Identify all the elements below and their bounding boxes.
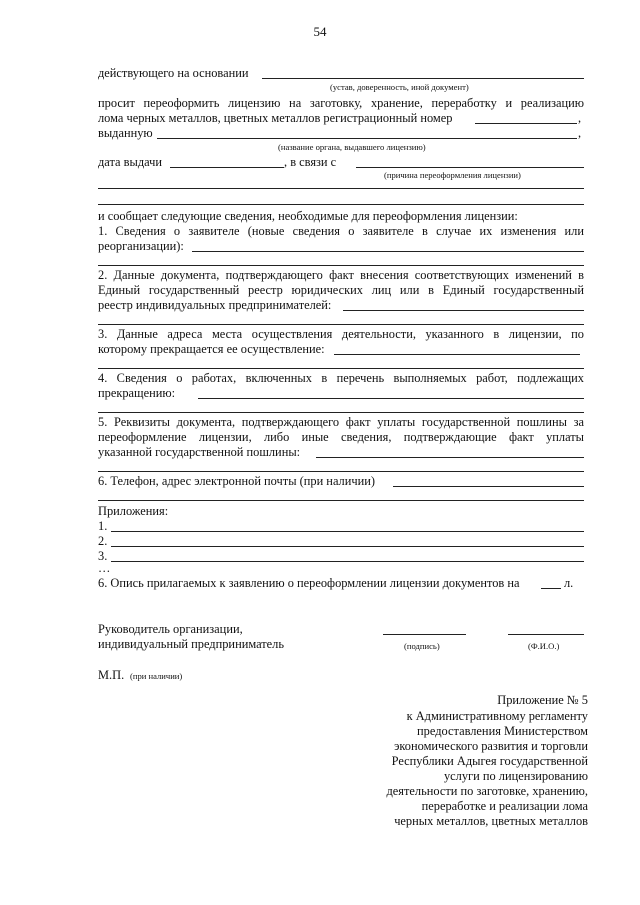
- section-4-extra-line[interactable]: [98, 412, 584, 413]
- section-4-line-1: 4. Сведения о работах, включенных в перечень выполняемых работ, подлежащих: [98, 371, 584, 385]
- section-6-contacts-label: 6. Телефон, адрес электронной почты (при наличии): [98, 474, 375, 488]
- issue-date-label: дата выдачи: [98, 155, 162, 169]
- appendix-line-6: услуги по лицензированию: [443, 769, 588, 783]
- section-2-line-3: реестр индивидуальных предпринимателей:: [98, 298, 332, 312]
- issue-date-field-line[interactable]: [170, 167, 284, 168]
- inventory-pages-field-line[interactable]: [541, 588, 561, 589]
- section-5-line-3: указанной государственной пошлины:: [98, 445, 301, 459]
- reason-extra-line-2[interactable]: [98, 204, 584, 205]
- section-2-field-line[interactable]: [343, 310, 584, 311]
- comma-1: ,: [578, 111, 582, 125]
- request-line-1: просит переоформить лицензию на заготовку, хранение, переработку и реализацию: [98, 96, 584, 110]
- appendix-line-3: предоставления Министерством: [417, 724, 588, 738]
- issuer-field-line[interactable]: [157, 138, 577, 139]
- section-4-line-2: прекращению:: [98, 386, 176, 400]
- attachment-1-label: 1.: [98, 519, 108, 533]
- attachment-3-label: 3.: [98, 549, 108, 563]
- issuer-hint: (название органа, выдавшего лицензию): [278, 142, 426, 152]
- attachment-2-field-line[interactable]: [111, 546, 584, 547]
- fio-field-line[interactable]: [508, 634, 584, 635]
- section-2-line-2: Единый государственный реестр юридических лиц или в Единый государственный: [98, 283, 584, 297]
- section-5-extra-line[interactable]: [98, 471, 584, 472]
- section-1-line-1: 1. Сведения о заявителе (новые сведения о заявителе в случае их изменения или: [98, 224, 584, 238]
- section-1-field-line[interactable]: [192, 251, 584, 252]
- section-2-extra-line[interactable]: [98, 324, 584, 325]
- attachment-3-field-line[interactable]: [111, 561, 584, 562]
- signatory-line-1: Руководитель организации,: [98, 622, 243, 636]
- section-3-line-2: которому прекращается ее осуществление:: [98, 342, 325, 356]
- section-2-line-1: 2. Данные документа, подтверждающего факт внесения соответствующих изменений в: [98, 268, 584, 282]
- issued-label: выданную: [98, 126, 153, 140]
- attachments-title: Приложения:: [98, 504, 169, 518]
- section-3-field-line[interactable]: [334, 354, 580, 355]
- appendix-line-2: к Административному регламенту: [406, 709, 588, 723]
- appendix-line-4: экономического развития и торговли: [394, 739, 588, 753]
- contacts-field-line[interactable]: [393, 486, 584, 487]
- contacts-extra-line[interactable]: [98, 500, 584, 501]
- section-3-extra-line[interactable]: [98, 368, 584, 369]
- signatory-line-2: индивидуальный предприниматель: [98, 637, 285, 651]
- signature-field-line[interactable]: [383, 634, 466, 635]
- fio-hint: (Ф.И.О.): [528, 641, 560, 651]
- due-to-label: , в связи с: [284, 155, 337, 169]
- section-5-line-2: переоформление лицензии, либо иные сведения, подтверждающие факт уплаты: [98, 430, 584, 444]
- basis-label: действующего на основании: [98, 66, 249, 80]
- request-line-2: лома черных металлов, цветных металлов регистрационный номер: [98, 111, 453, 125]
- appendix-line-7: деятельности по заготовке, хранению,: [386, 784, 588, 798]
- appendix-line-5: Республики Адыгея государственной: [391, 754, 588, 768]
- section-1-extra-line[interactable]: [98, 265, 584, 266]
- reason-hint: (причина переоформления лицензии): [384, 170, 521, 180]
- inventory-label: 6. Опись прилагаемых к заявлению о переоформлении лицензии документов на: [98, 576, 520, 590]
- stamp-label: М.П.: [98, 668, 125, 682]
- section-4-field-line[interactable]: [198, 398, 584, 399]
- attachment-2-label: 2.: [98, 534, 108, 548]
- comma-2: ,: [578, 126, 582, 140]
- attachments-ellipsis: …: [98, 561, 111, 575]
- intro-text: и сообщает следующие сведения, необходимые для переоформления лицензии:: [98, 209, 518, 223]
- attachment-1-field-line[interactable]: [111, 531, 584, 532]
- reason-field-line[interactable]: [356, 167, 584, 168]
- signature-hint: (подпись): [404, 641, 440, 651]
- basis-hint: (устав, доверенность, иной документ): [330, 82, 469, 92]
- reason-extra-line-1[interactable]: [98, 188, 584, 189]
- appendix-line-8: переработке и реализации лома: [421, 799, 588, 813]
- section-1-line-2: реорганизации):: [98, 239, 184, 253]
- page-number: 54: [313, 24, 327, 39]
- appendix-line-9: черных металлов, цветных металлов: [394, 814, 588, 828]
- basis-field-line[interactable]: [262, 78, 584, 79]
- registration-number-field-line[interactable]: [475, 123, 577, 124]
- section-5-field-line[interactable]: [316, 457, 584, 458]
- section-5-line-1: 5. Реквизиты документа, подтверждающего факт уплаты государственной пошлины за: [98, 415, 584, 429]
- appendix-line-1: Приложение № 5: [497, 693, 588, 707]
- inventory-suffix: л.: [564, 576, 574, 590]
- stamp-hint: (при наличии): [130, 671, 183, 681]
- section-3-line-1: 3. Данные адреса места осуществления деятельности, указанного в лицензии, по: [98, 327, 584, 341]
